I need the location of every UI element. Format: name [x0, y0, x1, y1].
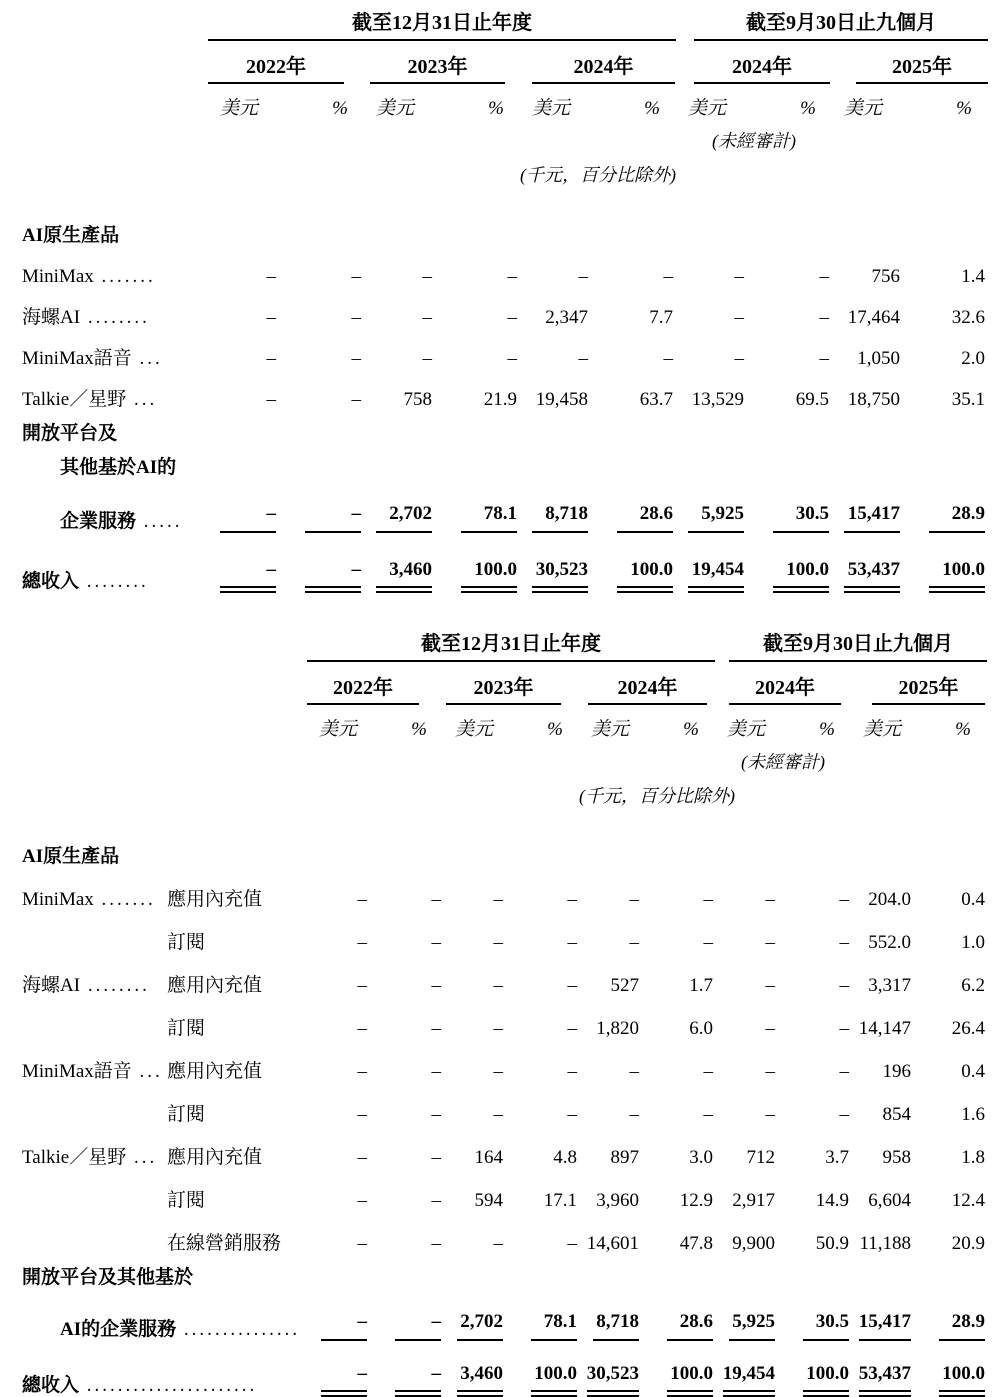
- value-cell: –: [629, 1061, 639, 1082]
- value-cell: 20.9: [951, 1233, 985, 1254]
- value-cell: 958: [882, 1147, 911, 1168]
- value-cell: 30,523: [579, 1341, 647, 1397]
- year-header: 2023年: [446, 671, 561, 705]
- dot-leader: .....: [136, 511, 183, 532]
- unit-note: (千元，百分比除外): [520, 165, 676, 185]
- table-row: [22, 1083, 987, 1126]
- dot-leader: .......: [93, 266, 156, 287]
- year-header-row: [22, 41, 988, 84]
- percent-header: %: [644, 98, 660, 119]
- currency-header: 美元: [727, 719, 766, 740]
- value-cell: 2,917: [732, 1190, 775, 1211]
- table-row: [22, 1126, 987, 1169]
- value-cell: –: [286, 479, 364, 533]
- value-cell: –: [839, 1061, 849, 1082]
- value-cell: 15,417: [832, 479, 910, 533]
- value-cell: –: [266, 307, 276, 328]
- value-cell: –: [734, 266, 744, 287]
- value-cell: 8,718: [520, 479, 598, 533]
- row-label: Talkie／星野 ...: [22, 389, 158, 410]
- dot-leader: ......................: [79, 1375, 258, 1396]
- row-label: MiniMax語音 ...: [22, 1061, 163, 1082]
- value-cell: 6.2: [961, 975, 985, 996]
- percent-header: %: [547, 719, 563, 740]
- value-cell: 12.9: [679, 1190, 713, 1211]
- interim-period-header: 截至9月30日止九個月: [729, 627, 987, 662]
- row-label: [22, 911, 167, 954]
- value-cell: –: [567, 975, 577, 996]
- currency-header: 美元: [455, 719, 494, 740]
- unit-header-row: [22, 84, 988, 122]
- value-cell: 2,702: [364, 479, 442, 533]
- table-row: [22, 868, 987, 911]
- value-cell: 100.0: [919, 1341, 987, 1397]
- value-cell: –: [351, 266, 361, 287]
- value-cell: –: [357, 1018, 367, 1039]
- value-cell: 17.1: [543, 1190, 577, 1211]
- interim-period-header: 截至9月30日止九個月: [694, 6, 988, 41]
- value-cell: 15,417: [851, 1289, 919, 1341]
- value-cell: 854: [882, 1104, 911, 1125]
- row-label: 總收入 ......................: [22, 1375, 258, 1396]
- year-header: 2022年: [307, 671, 419, 705]
- row-sublabel: 訂閱: [167, 932, 206, 953]
- value-cell: 164: [474, 1147, 503, 1168]
- value-cell: –: [357, 889, 367, 910]
- value-cell: –: [819, 348, 829, 369]
- unaudited-note: (未經審計): [741, 752, 825, 772]
- dot-leader: ........: [80, 975, 150, 996]
- value-cell: –: [765, 1018, 775, 1039]
- row-label: AI原生產品: [22, 225, 120, 246]
- year-header: 2025年: [856, 50, 988, 84]
- value-cell: –: [357, 1061, 367, 1082]
- table-row: [22, 1341, 987, 1397]
- value-cell: 3.7: [825, 1147, 849, 1168]
- value-cell: –: [493, 1233, 503, 1254]
- unit-header-row: [22, 705, 987, 743]
- value-cell: –: [357, 1190, 367, 1211]
- currency-header: 美元: [376, 98, 415, 119]
- table-row: [22, 1040, 987, 1083]
- year-header: 2024年: [729, 671, 841, 705]
- section-row: [22, 1255, 987, 1289]
- section-row: [22, 411, 988, 445]
- value-cell: 204.0: [868, 889, 911, 910]
- value-cell: –: [819, 307, 829, 328]
- value-cell: 2,347: [545, 307, 588, 328]
- value-cell: 14.9: [815, 1190, 849, 1211]
- value-cell: 1.7: [689, 975, 713, 996]
- value-cell: 527: [610, 975, 639, 996]
- value-cell: 28.9: [919, 1289, 987, 1341]
- value-cell: 14,601: [586, 1233, 639, 1254]
- value-cell: –: [357, 1233, 367, 1254]
- unit-note: (千元，百分比除外): [579, 786, 735, 806]
- currency-header: 美元: [863, 719, 902, 740]
- value-cell: 30.5: [783, 1289, 851, 1341]
- period-header-row: [22, 627, 987, 662]
- value-cell: 8,718: [579, 1289, 647, 1341]
- value-cell: 28.9: [910, 479, 988, 533]
- value-cell: –: [307, 1289, 375, 1341]
- value-cell: 1.4: [961, 266, 985, 287]
- value-cell: –: [431, 1018, 441, 1039]
- value-cell: –: [431, 1147, 441, 1168]
- prospectus-revenue-page: [0, 6, 1000, 1396]
- row-sublabel: 應用內充值: [167, 975, 263, 996]
- value-cell: –: [734, 307, 744, 328]
- revenue-by-product-and-type-table: [22, 627, 987, 1397]
- row-label: MiniMax語音 ...: [22, 348, 163, 369]
- value-cell: –: [208, 533, 286, 593]
- value-cell: –: [422, 266, 432, 287]
- year-header: 2022年: [208, 50, 344, 84]
- value-cell: 6,604: [868, 1190, 911, 1211]
- row-sublabel: 訂閱: [167, 1018, 206, 1039]
- value-cell: 69.5: [795, 389, 829, 410]
- table-row: [22, 911, 987, 954]
- dot-leader: ........: [79, 571, 149, 592]
- value-cell: 7.7: [649, 307, 673, 328]
- value-cell: –: [567, 1018, 577, 1039]
- value-cell: 9,900: [732, 1233, 775, 1254]
- percent-header: %: [956, 98, 972, 119]
- dot-leader: ...............: [176, 1319, 301, 1340]
- value-cell: –: [839, 932, 849, 953]
- value-cell: 100.0: [783, 1341, 851, 1397]
- value-cell: 30,523: [520, 533, 598, 593]
- value-cell: 1,820: [596, 1018, 639, 1039]
- row-label: Talkie／星野 ...: [22, 1147, 158, 1168]
- section-row: [22, 445, 988, 479]
- value-cell: –: [629, 889, 639, 910]
- value-cell: 47.8: [679, 1233, 713, 1254]
- value-cell: –: [431, 1190, 441, 1211]
- value-cell: –: [357, 932, 367, 953]
- value-cell: –: [567, 1233, 577, 1254]
- value-cell: –: [422, 307, 432, 328]
- value-cell: 28.6: [598, 479, 676, 533]
- row-label: [22, 1169, 167, 1212]
- value-cell: –: [567, 932, 577, 953]
- year-header: 2023年: [370, 50, 505, 84]
- row-sublabel: 訂閱: [167, 1190, 206, 1211]
- value-cell: –: [351, 348, 361, 369]
- value-cell: –: [375, 1341, 443, 1397]
- value-cell: 21.9: [483, 389, 517, 410]
- year-header: 2024年: [588, 671, 707, 705]
- section-row: [22, 191, 988, 247]
- value-cell: 5,925: [676, 479, 754, 533]
- table-row: [22, 247, 988, 288]
- value-cell: –: [307, 1341, 375, 1397]
- row-sublabel: 訂閱: [167, 1104, 206, 1125]
- currency-header: 美元: [844, 98, 883, 119]
- table-row: [22, 533, 988, 593]
- row-label: 企業服務 .....: [60, 511, 183, 532]
- value-cell: –: [567, 889, 577, 910]
- table-row: [22, 997, 987, 1040]
- value-cell: –: [351, 389, 361, 410]
- value-cell: 19,458: [535, 389, 588, 410]
- dot-leader: .......: [93, 889, 156, 910]
- table-row: [22, 1212, 987, 1255]
- value-cell: –: [839, 975, 849, 996]
- value-cell: –: [286, 533, 364, 593]
- table-row: [22, 1289, 987, 1341]
- row-label: 其他基於AI的: [60, 457, 177, 478]
- value-cell: 17,464: [847, 307, 900, 328]
- table-row: [22, 329, 988, 370]
- annual-period-header: 截至12月31日止年度: [307, 627, 715, 662]
- value-cell: –: [266, 348, 276, 369]
- value-cell: 35.1: [951, 389, 985, 410]
- value-cell: –: [629, 1104, 639, 1125]
- value-cell: 19,454: [676, 533, 754, 593]
- value-cell: 1.6: [961, 1104, 985, 1125]
- row-label: 開放平台及: [22, 423, 118, 444]
- value-cell: –: [493, 932, 503, 953]
- value-cell: –: [765, 1104, 775, 1125]
- value-cell: –: [819, 266, 829, 287]
- table-row: [22, 479, 988, 533]
- row-label: 海螺AI ........: [22, 975, 150, 996]
- value-cell: –: [567, 1061, 577, 1082]
- value-cell: 100.0: [598, 533, 676, 593]
- unit-note-row: [22, 774, 987, 812]
- row-label: [22, 997, 167, 1040]
- value-cell: –: [493, 1018, 503, 1039]
- row-label: 海螺AI ........: [22, 307, 150, 328]
- row-label: 開放平台及其他基於: [22, 1267, 194, 1288]
- value-cell: –: [493, 1104, 503, 1125]
- value-cell: –: [765, 932, 775, 953]
- unit-note-row: [22, 153, 988, 191]
- value-cell: –: [493, 889, 503, 910]
- value-cell: –: [663, 266, 673, 287]
- value-cell: –: [266, 266, 276, 287]
- value-cell: 758: [403, 389, 432, 410]
- value-cell: 53,437: [851, 1341, 919, 1397]
- value-cell: 100.0: [754, 533, 832, 593]
- row-label: AI原生產品: [22, 846, 120, 867]
- value-cell: –: [357, 1147, 367, 1168]
- percent-header: %: [683, 719, 699, 740]
- dot-leader: ...: [131, 1061, 163, 1082]
- row-label: [22, 1212, 167, 1255]
- value-cell: 63.7: [639, 389, 673, 410]
- value-cell: –: [839, 1104, 849, 1125]
- value-cell: –: [493, 1061, 503, 1082]
- value-cell: 1.0: [961, 932, 985, 953]
- row-label: AI的企業服務 ...............: [60, 1319, 301, 1340]
- unaudited-note-row: [22, 122, 988, 153]
- value-cell: –: [357, 975, 367, 996]
- unaudited-note-row: [22, 743, 987, 774]
- year-header: 2024年: [532, 50, 675, 84]
- value-cell: 3.0: [689, 1147, 713, 1168]
- value-cell: –: [507, 266, 517, 287]
- value-cell: 50.9: [815, 1233, 849, 1254]
- value-cell: –: [422, 348, 432, 369]
- value-cell: 4.8: [553, 1147, 577, 1168]
- value-cell: 2,702: [443, 1289, 511, 1341]
- value-cell: 26.4: [951, 1018, 985, 1039]
- dot-leader: ...: [126, 1147, 158, 1168]
- value-cell: –: [663, 348, 673, 369]
- value-cell: 552.0: [868, 932, 911, 953]
- value-cell: –: [703, 1104, 713, 1125]
- value-cell: 756: [871, 266, 900, 287]
- currency-header: 美元: [532, 98, 571, 119]
- year-header: 2025年: [872, 671, 985, 705]
- value-cell: 78.1: [442, 479, 520, 533]
- currency-header: 美元: [591, 719, 630, 740]
- value-cell: –: [431, 889, 441, 910]
- row-sublabel: 應用內充值: [167, 1061, 263, 1082]
- value-cell: 196: [882, 1061, 911, 1082]
- value-cell: –: [493, 975, 503, 996]
- value-cell: 3,460: [443, 1341, 511, 1397]
- value-cell: 28.6: [647, 1289, 715, 1341]
- value-cell: 12.4: [951, 1190, 985, 1211]
- value-cell: –: [765, 889, 775, 910]
- value-cell: –: [765, 975, 775, 996]
- value-cell: –: [431, 932, 441, 953]
- value-cell: –: [431, 1061, 441, 1082]
- value-cell: 2.0: [961, 348, 985, 369]
- percent-header: %: [488, 98, 504, 119]
- percent-header: %: [411, 719, 427, 740]
- unaudited-note: (未經審計): [712, 131, 796, 151]
- table-row: [22, 1169, 987, 1212]
- value-cell: 6.0: [689, 1018, 713, 1039]
- value-cell: –: [431, 1104, 441, 1125]
- value-cell: 100.0: [910, 533, 988, 593]
- value-cell: –: [703, 932, 713, 953]
- section-row: [22, 812, 987, 868]
- value-cell: 594: [474, 1190, 503, 1211]
- annual-period-header: 截至12月31日止年度: [208, 6, 676, 41]
- row-label: MiniMax .......: [22, 266, 156, 287]
- percent-header: %: [332, 98, 348, 119]
- value-cell: –: [703, 889, 713, 910]
- revenue-by-product-table: [22, 6, 988, 593]
- value-cell: –: [266, 389, 276, 410]
- value-cell: 100.0: [442, 533, 520, 593]
- percent-header: %: [819, 719, 835, 740]
- value-cell: –: [629, 932, 639, 953]
- value-cell: 13,529: [691, 389, 744, 410]
- value-cell: –: [839, 1018, 849, 1039]
- table-row: [22, 954, 987, 997]
- value-cell: 897: [610, 1147, 639, 1168]
- dot-leader: ...: [131, 348, 163, 369]
- value-cell: 0.4: [961, 889, 985, 910]
- value-cell: –: [507, 348, 517, 369]
- value-cell: 712: [746, 1147, 775, 1168]
- value-cell: –: [431, 975, 441, 996]
- value-cell: 3,460: [364, 533, 442, 593]
- value-cell: –: [839, 889, 849, 910]
- year-header-row: [22, 662, 987, 705]
- row-label: [22, 1083, 167, 1126]
- value-cell: 100.0: [647, 1341, 715, 1397]
- table-row: [22, 370, 988, 411]
- value-cell: 18,750: [847, 389, 900, 410]
- table-row: [22, 288, 988, 329]
- dot-leader: ...: [126, 389, 158, 410]
- value-cell: 0.4: [961, 1061, 985, 1082]
- value-cell: 3,317: [868, 975, 911, 996]
- value-cell: 32.6: [951, 307, 985, 328]
- row-sublabel: 在線營銷服務: [167, 1233, 282, 1254]
- year-header: 2024年: [694, 50, 830, 84]
- value-cell: –: [357, 1104, 367, 1125]
- value-cell: –: [431, 1233, 441, 1254]
- value-cell: –: [208, 479, 286, 533]
- value-cell: 19,454: [715, 1341, 783, 1397]
- value-cell: 53,437: [832, 533, 910, 593]
- value-cell: 14,147: [858, 1018, 911, 1039]
- value-cell: 5,925: [715, 1289, 783, 1341]
- value-cell: –: [578, 348, 588, 369]
- value-cell: 1,050: [857, 348, 900, 369]
- value-cell: 78.1: [511, 1289, 579, 1341]
- value-cell: 100.0: [511, 1341, 579, 1397]
- value-cell: –: [765, 1061, 775, 1082]
- value-cell: –: [375, 1289, 443, 1341]
- row-label: 總收入 ........: [22, 571, 149, 592]
- currency-header: 美元: [688, 98, 727, 119]
- value-cell: –: [351, 307, 361, 328]
- value-cell: 11,188: [859, 1233, 911, 1254]
- row-sublabel: 應用內充值: [167, 1147, 263, 1168]
- currency-header: 美元: [319, 719, 358, 740]
- percent-header: %: [800, 98, 816, 119]
- row-sublabel: 應用內充值: [167, 889, 263, 910]
- value-cell: –: [734, 348, 744, 369]
- currency-header: 美元: [220, 98, 259, 119]
- value-cell: –: [703, 1061, 713, 1082]
- dot-leader: ........: [80, 307, 150, 328]
- percent-header: %: [955, 719, 971, 740]
- period-header-row: [22, 6, 988, 41]
- value-cell: 1.8: [961, 1147, 985, 1168]
- value-cell: 3,960: [596, 1190, 639, 1211]
- row-label: MiniMax .......: [22, 889, 156, 910]
- value-cell: –: [567, 1104, 577, 1125]
- value-cell: 30.5: [754, 479, 832, 533]
- value-cell: –: [578, 266, 588, 287]
- value-cell: –: [507, 307, 517, 328]
